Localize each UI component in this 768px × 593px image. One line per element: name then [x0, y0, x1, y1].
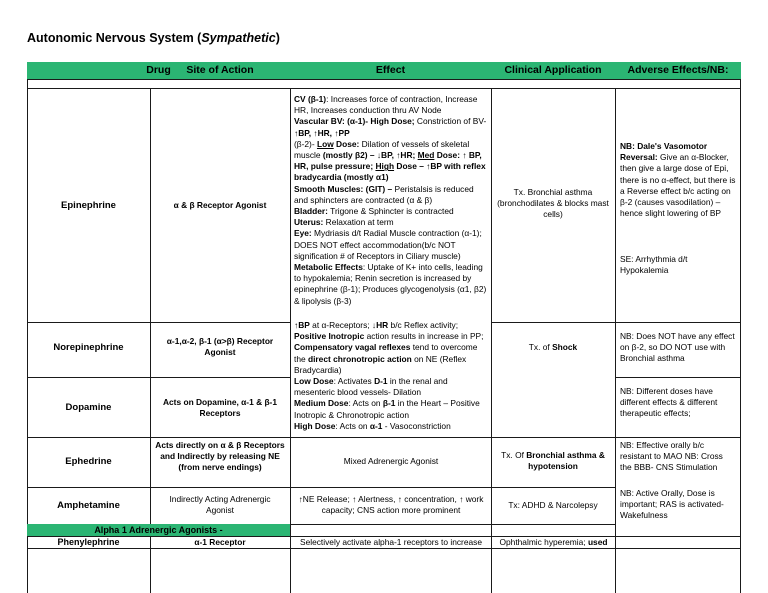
adverse-amphetamine: NB: Active Orally, Dose is important; RAS is activated- Wakefulness [620, 488, 724, 521]
adverse-dopamine: NB: Different doses have different effects & different therapeutic effects; [620, 386, 718, 419]
effect-epinephrine: CV (β-1): Increases force of contraction, Increase HR, Increases conduction thru AV Node Vascular BV: (α-1)- High Dose; Constriction of BV- ↑BP, ↑HR, ↑PP (β-2)- Low Dose: Dilation of vessels of skeletal muscle (mostly β2) – ↓BP, ↑HR; Med Dose: ↑ BP, HR, pulse pressure; High Dose – ↑BP with reflex bradycardia (mostly α1) Smooth Muscles: (GIT) – Peristalsis is reduced and sphincters are contracted (α & β) Bladder: Trigone & Sphincter is contracted Uterus: Relaxation at term Eye: Mydriasis d/t Radial Muscle contraction (α-1); DOES NOT effect accommodation(b/c NOT signification # of Receptors in Ciliary muscle) Metabolic Effects: Uptake of K+ into cells, leading to hypokalemia; Renin secretion is increased by epinephrine (β-1); Produces glycogenolysis (α1, β2) & lipolysis (β-3) [294, 94, 487, 306]
effect-amphetamine: ↑NE Release; ↑ Alertness, ↑ concentration, ↑ work capacity; CNS action more prominent [298, 494, 484, 516]
header-adverse: Adverse Effects/NB: [615, 62, 741, 79]
header-drug: Drug [27, 62, 290, 79]
clinical-phenylephrine: Ophthalmic hyperemia; used [499, 537, 608, 547]
row-separator [27, 487, 290, 488]
site-ephedrine: Acts directly on α & β Receptors and Indirectly by releasing NE (from nerve endings) [155, 440, 285, 473]
grid-line [27, 89, 28, 593]
se-epinephrine: SE: Arrhythmia d/t Hypokalemia [620, 254, 688, 276]
drug-ephedrine: Ephedrine [65, 456, 112, 467]
alpha1-section-label: Alpha 1 Adrenergic Agonists - [94, 525, 223, 535]
grid-line [290, 89, 291, 593]
grid-line [150, 89, 151, 593]
drug-dopamine: Dopamine [65, 402, 112, 413]
spacer-row [27, 79, 741, 89]
site-epinephrine: α & β Receptor Agonist [173, 200, 267, 210]
drug-amphetamine: Amphetamine [57, 500, 120, 511]
drug-epinephrine: Epinephrine [61, 200, 116, 211]
effect-ephedrine: Mixed Adrenergic Agonist [343, 456, 439, 466]
effect-dopamine: Low Dose: Activates D-1 in the renal and mesenteric blood vessels- Dilation Medium Dose: Acts on β-1 in the Heart – Positive Inotropic & Chronotropic action High Dose: Acts on α-1 - Vasoconstriction [294, 376, 480, 431]
drug-phenylephrine: Phenylephrine [57, 537, 120, 547]
document-title: Autonomic Nervous System (Sympathetic) [27, 31, 280, 45]
grid-line [491, 89, 492, 593]
site-dopamine: Acts on Dopamine, α-1 & β-1 Receptors [162, 397, 278, 419]
header-clinical: Clinical Application [491, 62, 615, 79]
effect-phenylephrine: Selectively activate alpha-1 receptors to increase [299, 537, 483, 547]
adverse-ephedrine: NB: Effective orally b/c resistant to MAO NB: Cross the BBB- CNS Stimulation [620, 440, 723, 473]
grid-line [615, 89, 616, 593]
header-site: Site of Action [186, 64, 254, 76]
clinical-epinephrine: Tx. Bronchial asthma (bronchodilates & blocks mast cells) [497, 187, 609, 220]
row-separator [615, 377, 741, 378]
drug-norepinephrine: Norepinephrine [53, 342, 124, 353]
effect-norepinephrine: ↑BP at α-Receptors; ↓HR b/c Reflex activity; Positive Inotropic action results in increase in PP; Compensatory vagal reflexes tend to overcome the direct chronotropic action on NE (Reflex Bradycardia) [294, 320, 484, 375]
header-effect: Effect [290, 62, 491, 79]
row-separator [27, 377, 290, 378]
clinical-ephedrine: Tx. Of Bronchial asthma & hypotension [501, 450, 605, 472]
clinical-norepinephrine: Tx. of Shock [528, 342, 578, 352]
clinical-amphetamine: Tx: ADHD & Narcolepsy [508, 500, 598, 510]
row-separator [491, 322, 741, 323]
row-separator [290, 487, 615, 488]
site-amphetamine: Indirectly Acting Adrenergic Agonist [169, 494, 271, 516]
site-phenylephrine: α-1 Receptor [194, 537, 246, 547]
row-separator [27, 437, 741, 438]
row-separator [27, 322, 290, 323]
grid-line [740, 89, 741, 593]
adverse-epinephrine: NB: Dale's Vasomotor Reversal: Give an α-Blocker, then give a large dose of Epi, there is no α-effect, but there is a Reverse effect b/c acting on β-2 (causes vasodilation) – hence slight lowering of BP [620, 141, 736, 219]
adverse-norepinephrine: NB: Does NOT have any effect on β-2, so DO NOT use with Bronchial asthma [620, 331, 735, 364]
site-norepinephrine: α-1,α-2, β-1 (α>β) Receptor Agonist [166, 336, 274, 358]
